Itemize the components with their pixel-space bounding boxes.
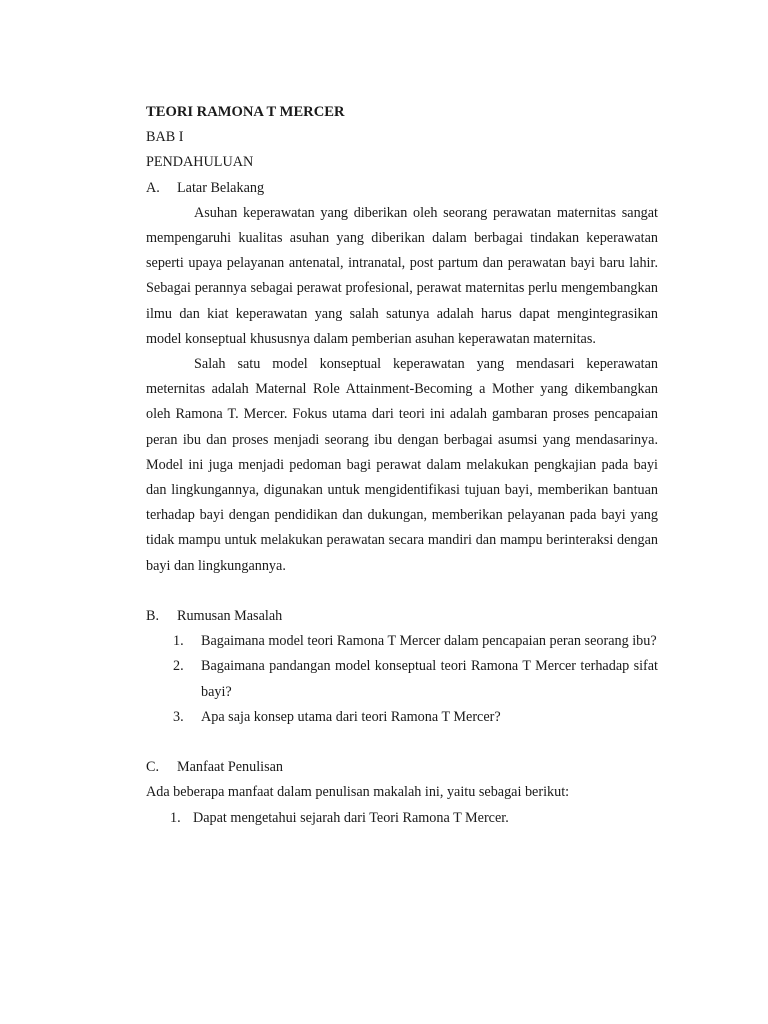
section-b-title: Rumusan Masalah [177,608,283,625]
section-c-title: Manfaat Penulisan [177,759,283,776]
section-a-heading [146,176,658,201]
list-text: Dapat mengetahui sejarah dari Teori Ramona T Mercer. [193,809,509,826]
list-item [146,629,658,654]
list-number: 3. [173,708,184,725]
list-number: 1. [170,809,181,826]
list-item [146,705,658,730]
list-text: Bagaimana model teori Ramona T Mercer dalam pencapaian peran seorang ibu? [201,633,657,650]
section-a-title: Latar Belakang [177,179,265,196]
problem-list [146,629,658,730]
list-number: 1. [173,633,184,650]
spacer [146,730,658,755]
list-text: Bagaimana pandangan model konseptual teori Ramona T Mercer terhadap sifat bayi? [201,658,658,700]
spacer [146,579,658,604]
chapter-title: PENDAHULUAN [146,154,254,171]
section-b-heading [146,604,658,629]
document-title: TEORI RAMONA T MERCER [146,104,345,120]
chapter-label: BAB I [146,129,184,146]
benefit-list [146,806,658,831]
paragraph: Salah satu model konseptual keperawatan yang mendasari keperawatan meternitas adalah Maternal Role Attainment-Becoming a Mother yang dikembangkan oleh Ramona T. Mercer. Fokus utama dari teori ini adalah gambaran proses pencapaian peran ibu dan proses menjadi seorang ibu dengan berbagai asumsi yang mendasarinya. Model ini juga menjadi pedoman bagi perawat dalam melakukan pengkajian pada bayi dan lingkungannya, digunakan untuk mengidentifikasi tujuan bayi, memberikan bantuan terhadap bayi dengan pendidikan dan dukungan, memberikan pelayanan pada bayi yang tidak mampu untuk melakukan perawatan secara mandiri dan mampu berinteraksi dengan bayi dan lingkungannya. [146,356,658,574]
list-item [146,806,658,831]
section-c-letter: C. [146,759,160,776]
section-b-letter: B. [146,608,160,625]
list-number: 2. [173,658,184,675]
list-text: Apa saja konsep utama dari teori Ramona T Mercer? [201,708,501,725]
document-page [146,100,658,831]
list-item [146,654,658,704]
paragraph: Asuhan keperawatan yang diberikan oleh seorang perawatan maternitas sangat mempengaruhi kualitas asuhan yang diberikan dalam berbagai tindakan keperawatan seperti upaya pelayanan antenatal, intranatal, post partum dan perawatan bayi baru lahir. Sebagai perannya sebagai perawat profesional, perawat maternitas perlu mengembangkan ilmu dan kiat keperawatan yang salah satunya adalah harus dapat mengintegrasikan model konseptual khususnya dalam pemberian asuhan keperawatan maternitas. [146,204,658,347]
section-c-intro: Ada beberapa manfaat dalam penulisan makalah ini, yaitu sebagai berikut: [146,784,570,801]
section-c-heading [146,755,658,780]
section-a-letter: A. [146,179,160,196]
